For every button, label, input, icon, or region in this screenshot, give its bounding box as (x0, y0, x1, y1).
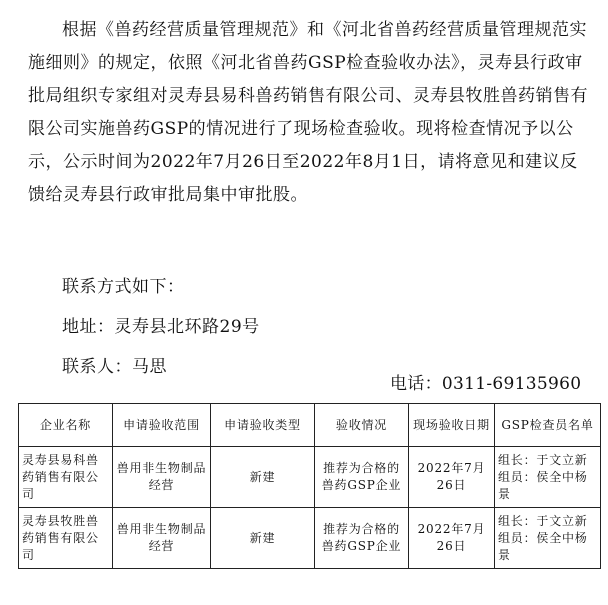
cell-date: 2022年7月26日 (409, 508, 495, 569)
contact-heading: 联系方式如下： (62, 277, 185, 297)
table-row (19, 508, 601, 569)
header-type: 申请验收类型 (211, 404, 315, 447)
cell-scope: 兽用非生物制品经营 (113, 447, 211, 508)
table-header-row (19, 404, 601, 447)
inspection-table (18, 403, 601, 569)
header-scope: 申请验收范围 (113, 404, 211, 447)
phone-line: 电话：0311-69135960 (390, 374, 582, 394)
cell-inspectors: 组长：于文立新组员：侯全中杨景 (495, 508, 601, 569)
cell-inspectors: 组长：于文立新组员：侯全中杨景 (495, 447, 601, 508)
contact-person: 联系人：马思 (62, 357, 167, 377)
cell-result: 推荐为合格的兽药GSP企业 (315, 508, 409, 569)
address-line: 地址：灵寿县北环路29号 (62, 317, 260, 337)
cell-scope: 兽用非生物制品经营 (113, 508, 211, 569)
cell-company-name: 灵寿县易科兽药销售有限公司 (19, 447, 113, 508)
header-result: 验收情况 (315, 404, 409, 447)
cell-type: 新建 (211, 447, 315, 508)
table-row (19, 447, 601, 508)
cell-type: 新建 (211, 508, 315, 569)
cell-date: 2022年7月26日 (409, 447, 495, 508)
notice-paragraph: 根据《兽药经营质量管理规范》和《河北省兽药经营质量管理规范实施细则》的规定，依照《河北省兽药GSP检查验收办法》，灵寿县行政审批局组织专家组对灵寿县易科兽药销售有限公司、灵寿县牧胜兽药销售有限公司实施兽药GSP的情况进行了现场检查验收。现将检查情况予以公示，公示时间为2022年7月26日至2022年8月1日，请将意见和建议反馈给灵寿县行政审批局集中审批股。 (28, 20, 588, 205)
header-inspectors: GSP检查员名单 (495, 404, 601, 447)
cell-company-name: 灵寿县牧胜兽药销售有限公司 (19, 508, 113, 569)
header-company-name: 企业名称 (19, 404, 113, 447)
cell-result: 推荐为合格的兽药GSP企业 (315, 447, 409, 508)
header-date: 现场验收日期 (409, 404, 495, 447)
